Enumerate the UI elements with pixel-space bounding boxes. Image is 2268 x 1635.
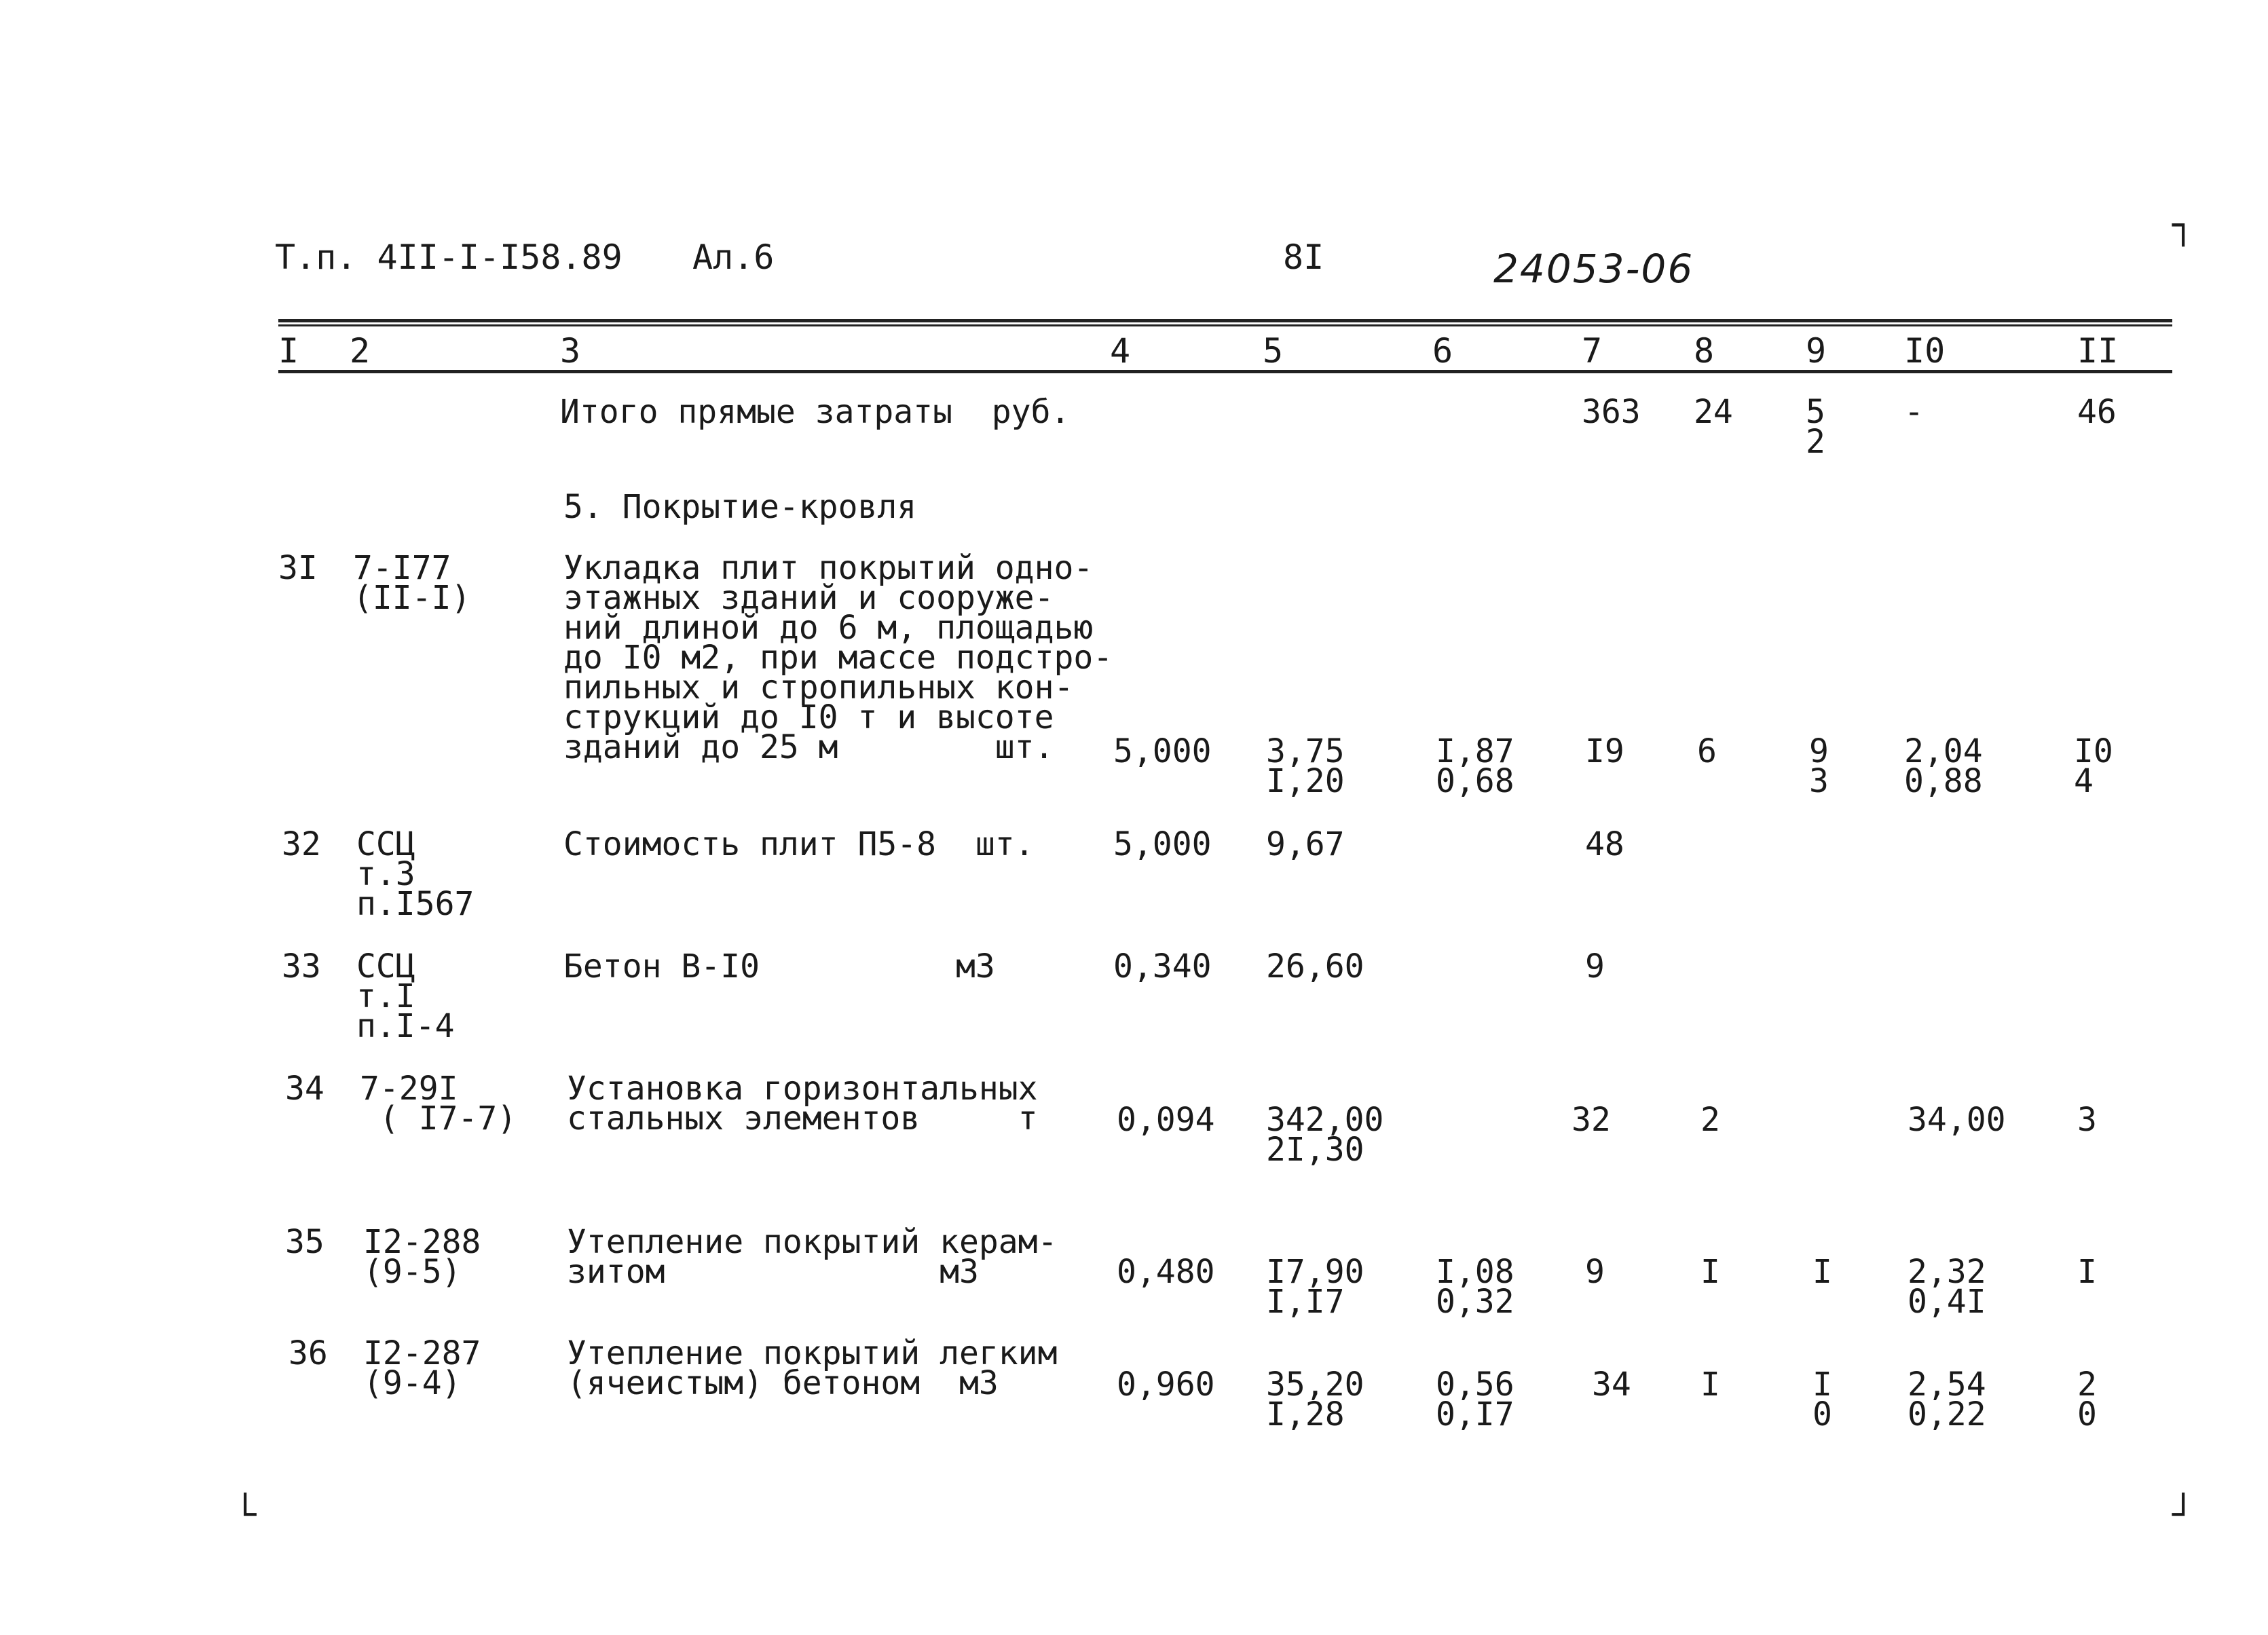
- col7-value: 34: [1592, 1366, 1631, 1404]
- quantity: 0,480: [1117, 1253, 1215, 1291]
- quantity: 0,340: [1113, 947, 1212, 985]
- section-title: 5. Покрытие-кровля: [563, 488, 917, 526]
- column-number: 3: [560, 331, 581, 371]
- norm-code: I2-287 (9-4): [363, 1334, 481, 1402]
- work-description: Стоимость плит П5-8 шт.: [563, 825, 1035, 863]
- norm-code: ССЦ т.I п.I-4: [356, 947, 455, 1045]
- col9-value: I: [1812, 1253, 1832, 1291]
- norm-code: ССЦ т.3 п.I567: [356, 825, 475, 923]
- corner-mark-icon: └: [234, 1493, 257, 1536]
- col5-value: 35,20 I,28: [1266, 1366, 1364, 1433]
- col5-value: 342,00 2I,30: [1266, 1101, 1384, 1169]
- page-number: 8I: [1283, 238, 1324, 277]
- norm-code: I2-288 (9-5): [363, 1223, 481, 1291]
- col5-value: 9,67: [1266, 825, 1345, 863]
- subtotal-col9: 5 2: [1806, 393, 1825, 461]
- work-description: Укладка плит покрытий одно- этажных зданий и сооруже- ний длиной до 6 м, площадью до I0 м2, при массе подстро- пильных и стропильных кон- струкций до I0 т и высоте зданий до 25 м шт.: [563, 549, 1113, 766]
- row-number: 35: [285, 1223, 324, 1261]
- subtotal-col8: 24: [1694, 393, 1733, 431]
- col9-value: 9 3: [1809, 732, 1829, 800]
- column-number: 5: [1263, 331, 1284, 371]
- col7-value: 9: [1585, 947, 1605, 985]
- handwritten-code: 24053-06: [1493, 246, 1694, 292]
- row-number: 33: [282, 947, 321, 985]
- col5-value: 3,75 I,20: [1266, 732, 1345, 800]
- col7-value: 9: [1585, 1253, 1605, 1291]
- column-number: I: [278, 331, 299, 371]
- quantity: 0,094: [1117, 1101, 1215, 1139]
- col8-value: 6: [1697, 732, 1717, 770]
- col8-value: I: [1700, 1253, 1720, 1291]
- row-number: 34: [285, 1070, 324, 1108]
- table-top-rule-double: [278, 324, 2172, 326]
- col6-value: I,87 0,68: [1436, 732, 1514, 800]
- column-number: I0: [1904, 331, 1946, 371]
- col7-value: 48: [1585, 825, 1624, 863]
- subtotal-col10: -: [1904, 393, 1924, 431]
- col8-value: I: [1700, 1366, 1720, 1404]
- quantity: 0,960: [1117, 1366, 1215, 1404]
- row-number: 32: [282, 825, 321, 863]
- document-reference: Т.п. 4II-I-I58.89: [275, 238, 622, 277]
- table-top-rule: [278, 319, 2172, 322]
- corner-mark-icon: ┐: [2172, 204, 2195, 246]
- column-number: 7: [1582, 331, 1603, 371]
- col11-value: I0 4: [2074, 732, 2113, 800]
- col11-value: I: [2077, 1253, 2097, 1291]
- col6-value: 0,56 0,I7: [1436, 1366, 1514, 1433]
- column-number: II: [2077, 331, 2119, 371]
- norm-code: 7-29I ( I7-7): [360, 1070, 517, 1138]
- column-number: 9: [1806, 331, 1827, 371]
- col11-value: 3: [2077, 1101, 2097, 1139]
- work-description: Установка горизонтальных стальных элементов т: [567, 1070, 1038, 1138]
- column-number: 8: [1694, 331, 1715, 371]
- col7-value: I9: [1585, 732, 1624, 770]
- column-number: 6: [1432, 331, 1453, 371]
- column-number: 2: [350, 331, 371, 371]
- col5-value: 26,60: [1266, 947, 1364, 985]
- col6-value: I,08 0,32: [1436, 1253, 1514, 1321]
- col10-value: 2,54 0,22: [1908, 1366, 1986, 1433]
- norm-code: 7-I77 (II-I): [353, 549, 471, 617]
- col10-value: 34,00: [1908, 1101, 2006, 1139]
- quantity: 5,000: [1113, 732, 1212, 770]
- work-description: Утепление покрытий легким (ячеистым) бетоном м3: [567, 1334, 1058, 1402]
- col10-value: 2,04 0,88: [1904, 732, 1983, 800]
- subtotal-col11: 46: [2077, 393, 2117, 431]
- col7-value: 32: [1572, 1101, 1611, 1139]
- col5-value: I7,90 I,I7: [1266, 1253, 1364, 1321]
- row-number: 36: [289, 1334, 328, 1372]
- row-number: 3I: [278, 549, 318, 587]
- subtotal-col7: 363: [1582, 393, 1641, 431]
- subtotal-label: Итого прямые затраты руб.: [560, 393, 1071, 431]
- col11-value: 2 0: [2077, 1366, 2097, 1433]
- col9-value: I 0: [1812, 1366, 1832, 1433]
- album-number: Ал.6: [692, 238, 775, 277]
- work-description: Бетон В-I0 м3: [563, 947, 995, 985]
- col8-value: 2: [1700, 1101, 1720, 1139]
- quantity: 5,000: [1113, 825, 1212, 863]
- col10-value: 2,32 0,4I: [1908, 1253, 1986, 1321]
- corner-mark-icon: ┘: [2172, 1493, 2195, 1536]
- work-description: Утепление покрытий керам- зитом м3: [567, 1223, 1058, 1291]
- column-number: 4: [1110, 331, 1131, 371]
